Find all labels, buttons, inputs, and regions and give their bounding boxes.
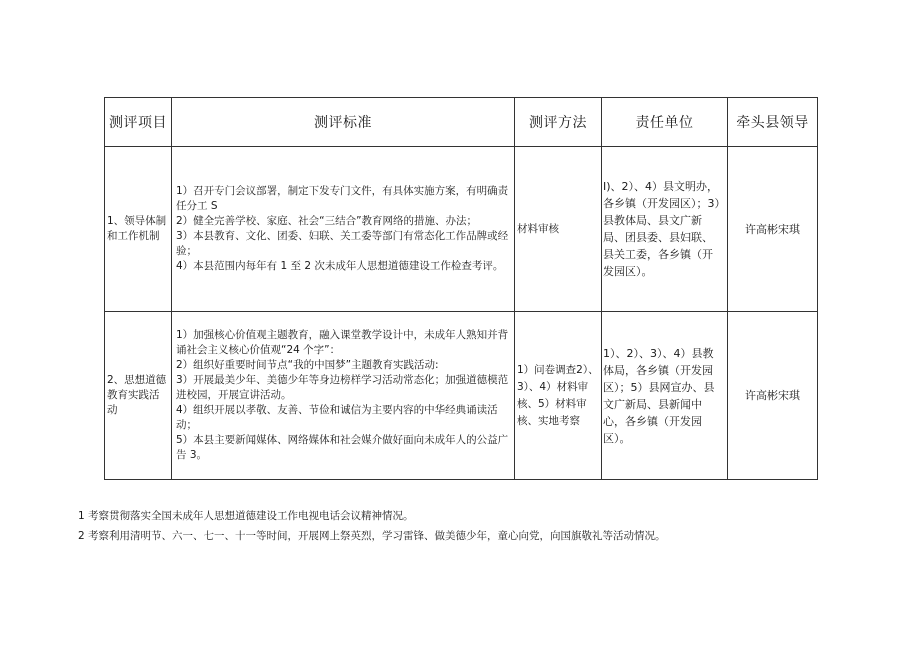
criteria-item: 3）本县教育、文化、团委、妇联、关工委等部门有常态化工作品牌或经验； <box>176 230 509 257</box>
row-unit: I)、2）、4）县文明办，各乡镇（开发园区）；3）县教体局、县文广新局、团县委、县妇联、县关工委，各乡镇（开发园区）。 <box>603 180 720 278</box>
row-method-cell <box>515 147 602 312</box>
footnotes <box>78 506 666 546</box>
table-row <box>105 312 818 480</box>
row-method: 材料审核 <box>517 222 559 235</box>
row-leader: 许高彬宋琪 <box>745 389 800 402</box>
table-header-row <box>105 98 818 147</box>
table-row <box>105 147 818 312</box>
row-method-cell <box>515 312 602 480</box>
row-standard-cell <box>172 312 515 480</box>
row-unit-cell <box>602 312 728 480</box>
criteria-item: 3）开展最美少年、美德少年等身边榜样学习活动常态化；加强道德模范进校园，开展宣讲活动。 <box>176 374 509 401</box>
footnote: 2 考察利用清明节、六一、七一、十一等时间，开展网上祭英烈，学习雷锋、做美德少年，童心向党，向国旗敬礼等活动情况。 <box>78 530 666 542</box>
row-method: 1）问卷调查2）、3）、4）材料审核、5）材料审核、实地考察 <box>517 363 599 427</box>
row-leader: 许高彬宋琪 <box>745 222 800 236</box>
criteria-list <box>172 328 514 463</box>
row-leader-cell <box>728 312 818 480</box>
row-unit: 1）、2）、3）、4）县教体局，各乡镇（开发园区）；5）县网宣办、县文广新局、县新闻中心，各乡镇（开发园区）。 <box>603 346 715 445</box>
row-standard-cell <box>172 147 515 312</box>
row-item-cell <box>105 312 172 480</box>
row-item: 2、思想道德教育实践活动 <box>107 374 167 416</box>
criteria-item: 5）本县主要新闻媒体、网络媒体和社会媒介做好面向未成年人的公益广告 3。 <box>176 434 509 461</box>
header-leader: 牵头县领导 <box>728 98 818 147</box>
criteria-item: 4）本县范围内每年有 1 至 2 次未成年人思想道德建设工作检查考评。 <box>176 260 504 272</box>
row-unit-cell <box>602 147 728 312</box>
header-method: 测评方法 <box>515 98 602 147</box>
header-unit: 责任单位 <box>602 98 728 147</box>
criteria-list <box>172 184 514 274</box>
criteria-item: 1）召开专门会议部署，制定下发专门文件，有具体实施方案，有明确责任分工 S <box>176 185 509 212</box>
criteria-item: 2）组织好重要时间节点“我的中国梦”主题教育实践活动: <box>176 359 439 371</box>
row-item-cell <box>105 147 172 312</box>
header-item: 测评项目 <box>105 98 172 147</box>
row-item: 1、领导体制和工作机制 <box>107 215 167 242</box>
header-standard: 测评标准 <box>172 98 515 147</box>
evaluation-table <box>104 97 818 480</box>
criteria-item: 4）组织开展以孝敬、友善、节俭和诚信为主要内容的中华经典诵读活动； <box>176 404 498 431</box>
footnote: 1 考察贯彻落实全国未成年人思想道德建设工作电视电话会议精神情况。 <box>78 510 414 522</box>
criteria-item: 1）加强核心价值观主题教育，融入课堂教学设计中，未成年人熟知并背诵社会主义核心价值观“24 个字”： <box>176 329 509 356</box>
criteria-item: 2）健全完善学校、家庭、社会“三结合”教育网络的措施、办法； <box>176 215 478 227</box>
row-leader-cell <box>728 147 818 312</box>
